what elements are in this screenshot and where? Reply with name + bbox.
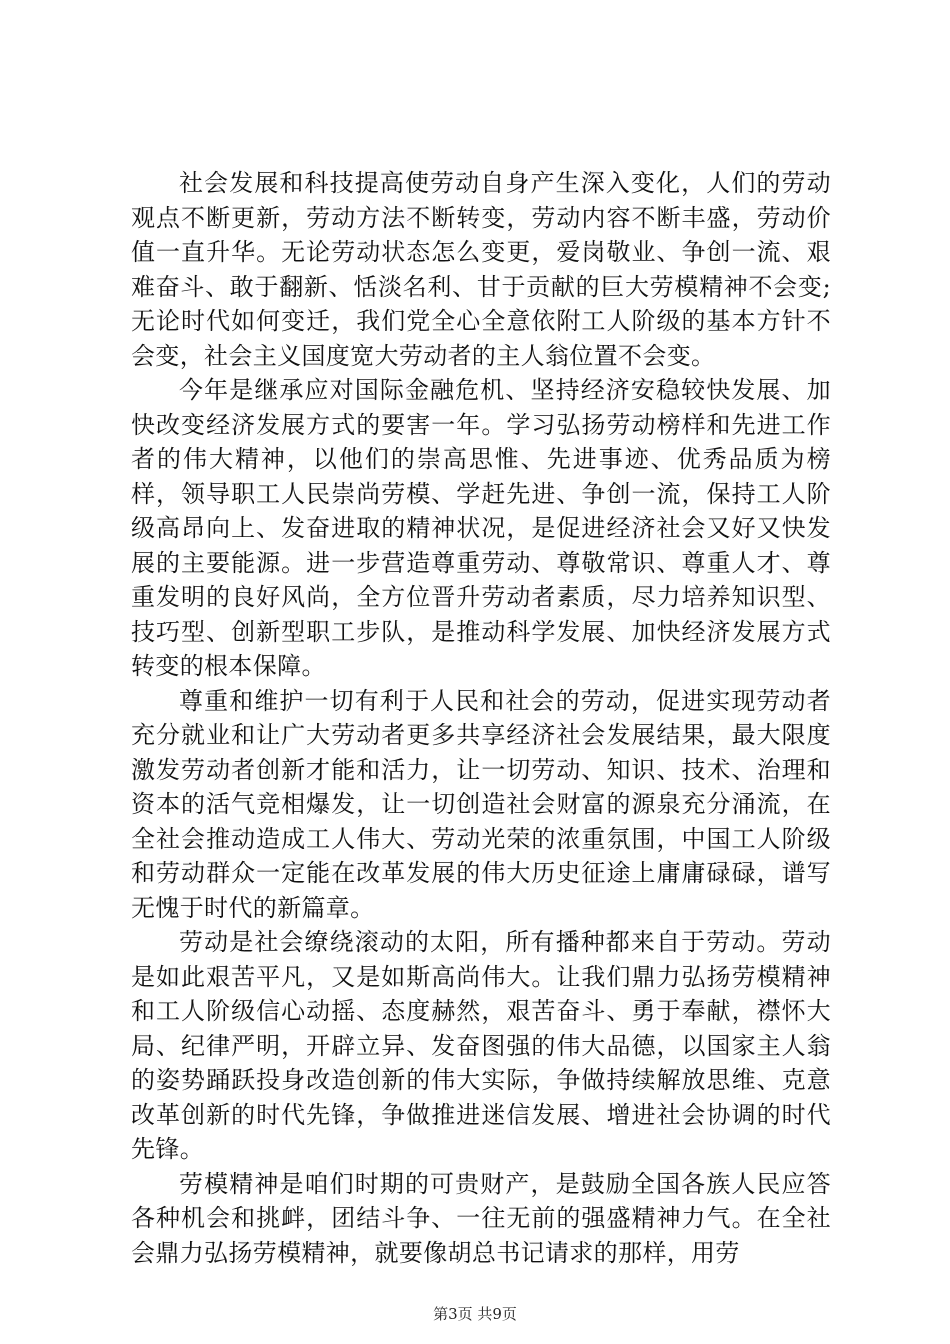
- paragraph-4: 劳动是社会缭绕滚动的太阳，所有播种都来自于劳动。劳动是如此艰苦平凡，又是如斯高尚伟大。让我们鼎力弘扬劳模精神和工人阶级信心动摇、态度赫然，艰苦奋斗、勇于奉献，襟怀大局、纪律严明，开辟立异、发奋图强的伟大品德，以国家主人翁的姿势踊跃投身改造创新的伟大实际，争做持续解放思维、克意改革创新的时代先锋，争做推进迷信发展、增进社会协调的时代先锋。: [131, 928, 831, 1163]
- paragraph-5: 劳模精神是咱们时期的可贵财产，是鼓励全国各族人民应答各种机会和挑衅，团结斗争、一往无前的强盛精神力气。在全社会鼎力弘扬劳模精神，就要像胡总书记请求的那样，用劳: [131, 1169, 831, 1267]
- paragraph-3: 尊重和维护一切有利于人民和社会的劳动，促进实现劳动者充分就业和让广大劳动者更多共享经济社会发展结果，最大限度激发劳动者创新才能和活力，让一切劳动、知识、技术、治理和资本的活气竞相爆发，让一切创造社会财富的源泉充分涌流，在全社会推动造成工人伟大、劳动光荣的浓重氛围，中国工人阶级和劳动群众一定能在改革发展的伟大历史征途上庸庸碌碌，谱写无愧于时代的新篇章。: [131, 686, 831, 922]
- page-number-footer: 第3页 共9页: [433, 1305, 517, 1323]
- paragraph-2: 今年是继承应对国际金融危机、坚持经济安稳较快发展、加快改变经济发展方式的要害一年。学习弘扬劳动榜样和先进工作者的伟大精神，以他们的崇高思惟、先进事迹、优秀品质为榜样，领导职工人民崇尚劳模、学赶先进、争创一流，保持工人阶级高昂向上、发奋进取的精神状况，是促进经济社会又好又快发展的主要能源。进一步营造尊重劳动、尊敬常识、尊重人才、尊重发明的良好风尚，全方位晋升劳动者素质，尽力培养知识型、技巧型、创新型职工步队，是推动科学发展、加快经济发展方式转变的根本保障。: [131, 376, 831, 680]
- document-body: [131, 166, 831, 1270]
- paragraph-1: 社会发展和科技提高使劳动自身产生深入变化，人们的劳动观点不断更新，劳动方法不断转变，劳动内容不断丰盛，劳动价值一直升华。无论劳动状态怎么变更，爱岗敬业、争创一流、艰难奋斗、敢于翻新、恬淡名利、甘于贡献的巨大劳模精神不会变;无论时代如何变迁，我们党全心全意依附工人阶级的基本方针不会变，社会主义国度宽大劳动者的主人翁位置不会变。: [131, 169, 831, 370]
